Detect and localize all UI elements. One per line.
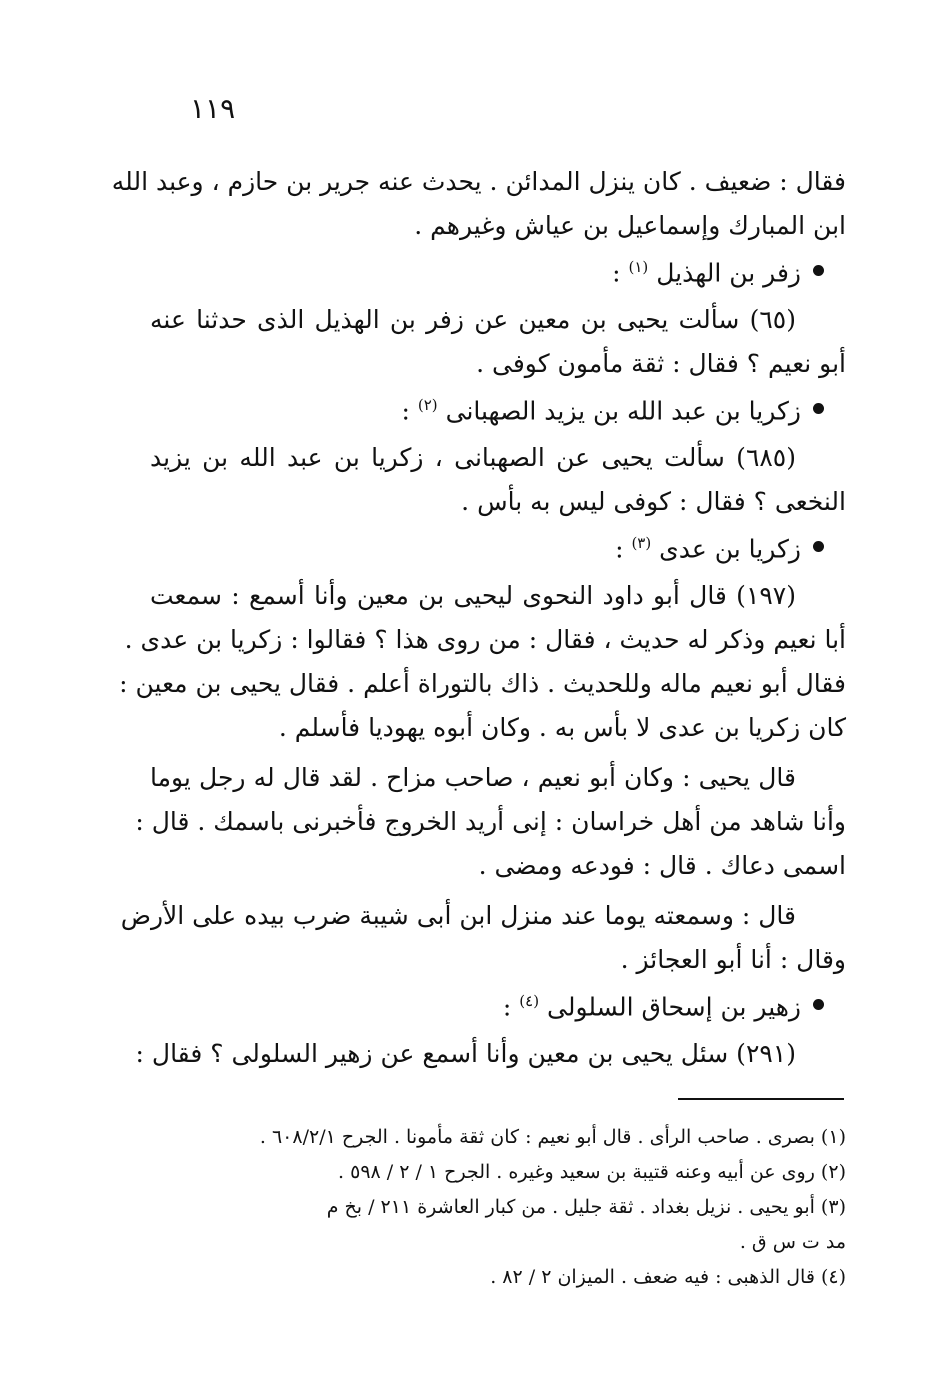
entry-colon: : bbox=[615, 534, 632, 564]
bullet-icon bbox=[813, 541, 824, 552]
text-line: (١٩٧) قال أبو داود النحوى ليحيى بن معين وأنا أسمع : سمعت bbox=[150, 581, 796, 610]
footnote-line: (٣) أبو يحيى . نزيل بغداد . ثقة جليل . من كبار العاشرة ٢١١ / بخ م bbox=[326, 1196, 846, 1218]
entry-name: زكريا بن عدى bbox=[651, 534, 801, 564]
bullet-icon bbox=[813, 403, 824, 414]
text-line: (٦٨٥) سألت يحيى عن الصهبانى ، زكريا بن عبد الله بن يزيد bbox=[150, 443, 796, 472]
entry-colon: : bbox=[612, 258, 629, 288]
text-line: أبا نعيم وذكر له حديث ، فقال : من روى هذا ؟ فقالوا : زكريا بن عدى . bbox=[124, 625, 846, 654]
text-line: كان زكريا بن عدى لا بأس به . وكان أبوه يهوديا فأسلم . bbox=[278, 713, 846, 742]
entry-heading bbox=[150, 248, 846, 292]
entry-heading bbox=[150, 524, 846, 568]
footnote-line: مد ت س ق . bbox=[739, 1231, 846, 1253]
footnote-divider bbox=[678, 1098, 844, 1100]
text-line: فقال أبو نعيم ماله وللحديث . ذاك بالتوراة أعلم . فقال يحيى بن معين : bbox=[119, 669, 846, 698]
bullet-icon bbox=[813, 999, 824, 1010]
footnotes bbox=[150, 1120, 846, 1295]
entry-colon: : bbox=[401, 396, 418, 426]
text-line: فقال : ضعيف . كان ينزل المدائن . يحدث عنه جرير بن حازم ، وعبد الله bbox=[111, 167, 846, 196]
entry-colon: : bbox=[502, 992, 520, 1022]
footnote-ref: (٣) bbox=[631, 533, 652, 552]
text-line: وقال : أنا أبو العجائز . bbox=[620, 945, 846, 974]
entry-name: زفر بن الهذيل bbox=[648, 258, 801, 288]
footnote-ref: (١) bbox=[628, 257, 649, 276]
footnote-line: (٢) روى عن أبيه وعنه قتيبة بن سعيد وغيره . الجرح ١ / ٢ / ٥٩٨ . bbox=[338, 1161, 846, 1183]
text-line: اسمى دعاك . قال : فودعه ومضى . bbox=[478, 851, 846, 880]
entry-heading bbox=[150, 982, 846, 1026]
entry-name: زهير بن إسحاق السلولى bbox=[539, 992, 801, 1022]
text-line: ابن المبارك وإسماعيل بن عياش وغيرهم . bbox=[414, 211, 846, 240]
text-line: أبو نعيم ؟ فقال : ثقة مأمون كوفى . bbox=[476, 349, 846, 378]
body-text bbox=[111, 160, 846, 1076]
bullet-icon bbox=[813, 265, 824, 276]
text-line: قال يحيى : وكان أبو نعيم ، صاحب مزاح . لقد قال له رجل يوما bbox=[150, 763, 796, 792]
text-line: قال : وسمعته يوما عند منزل ابن أبى شيبة ضرب بيده على الأرض bbox=[120, 901, 796, 930]
footnote-line: (١) بصرى . صاحب الرأى . قال أبو نعيم : كان ثقة مأمونا . الجرح ٦٠٨/٢/١ . bbox=[259, 1126, 846, 1148]
footnote-ref: (٢) bbox=[417, 395, 438, 414]
text-line: (٦٥) سألت يحيى بن معين عن زفر بن الهذيل الذى حدثنا عنه bbox=[150, 305, 796, 334]
entry-name: زكريا بن عبد الله بن يزيد الصهبانى bbox=[437, 396, 801, 426]
page-number: ١١٩ bbox=[190, 92, 236, 125]
entry-heading bbox=[150, 386, 846, 430]
text-line: وأنا شاهد من أهل خراسان : إنى أريد الخروج فأخبرنى باسمك . قال : bbox=[135, 807, 846, 836]
text-line: (٢٩١) سئل يحيى بن معين وأنا أسمع عن زهير السلولى ؟ فقال : bbox=[135, 1039, 796, 1068]
text-line: النخعى ؟ فقال : كوفى ليس به بأس . bbox=[461, 487, 846, 516]
footnote-ref: (٤) bbox=[519, 991, 540, 1010]
footnote-line: (٤) قال الذهبى : فيه ضعف . الميزان ٢ / ٨٢ . bbox=[490, 1266, 846, 1288]
